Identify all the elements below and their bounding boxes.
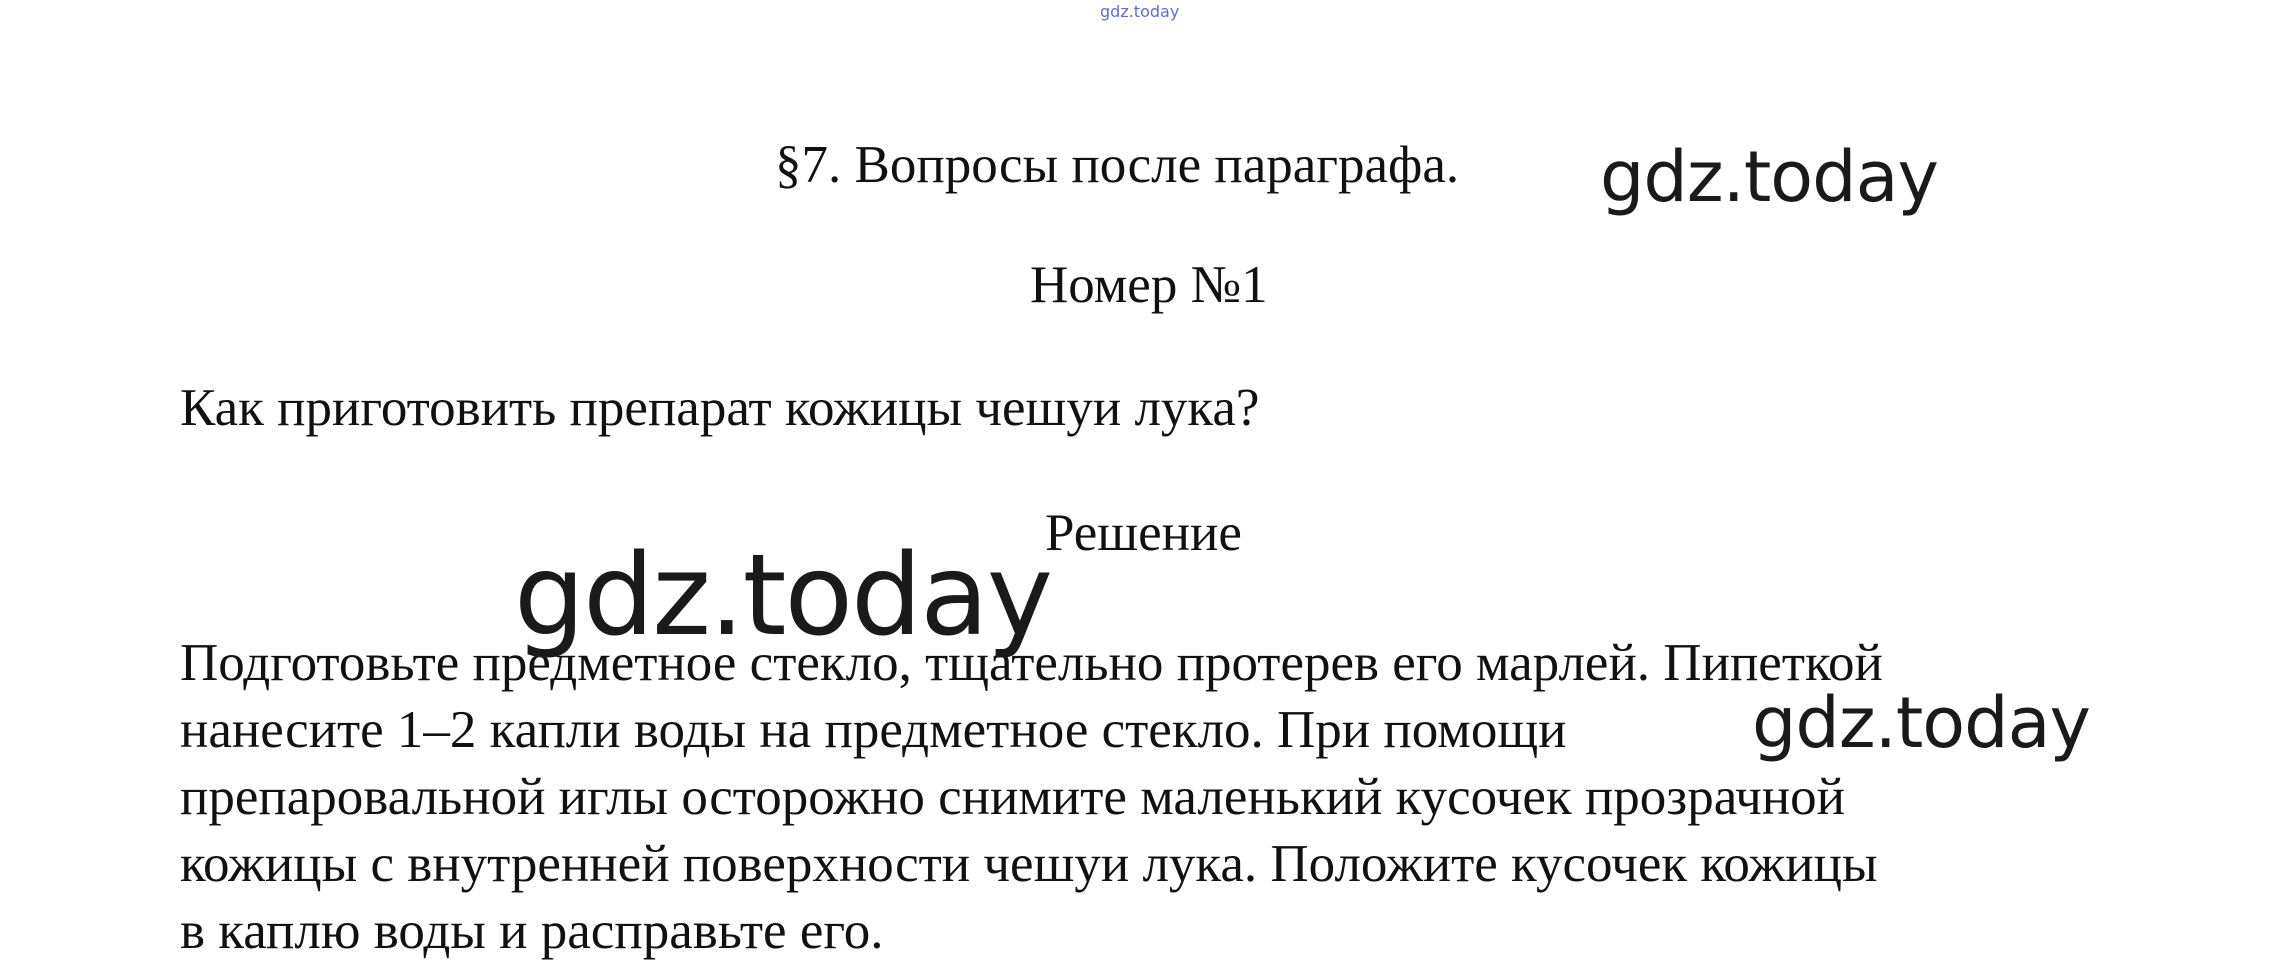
answer-text — [180, 630, 2180, 965]
answer-line: препаровальной иглы осторожно снимите маленький кусочек прозрачной — [180, 768, 1846, 826]
question-text: Как приготовить препарат кожицы чешуи лука? — [180, 379, 1260, 437]
watermark-top: gdz.today — [1600, 136, 1938, 218]
watermark-right: gdz.today — [1752, 682, 2090, 764]
answer-line: нанесите 1–2 капли воды на предметное стекло. При помощи — [180, 701, 1567, 759]
watermark-small: gdz.today — [1100, 2, 1180, 21]
solution-title: Решение — [1045, 504, 1242, 562]
answer-line: в каплю воды и расправьте его. — [180, 902, 884, 960]
answer-line: кожицы с внутренней поверхности чешуи лука. Положите кусочек кожицы — [180, 835, 1878, 893]
answer-line: Подготовьте предметное стекло, тщательно протерев его марлей. Пипеткой — [180, 634, 1883, 692]
section-heading: §7. Вопросы после параграфа. — [775, 136, 1460, 194]
task-number: Номер №1 — [1030, 256, 1268, 314]
watermark-middle: gdz.today — [514, 531, 1052, 661]
